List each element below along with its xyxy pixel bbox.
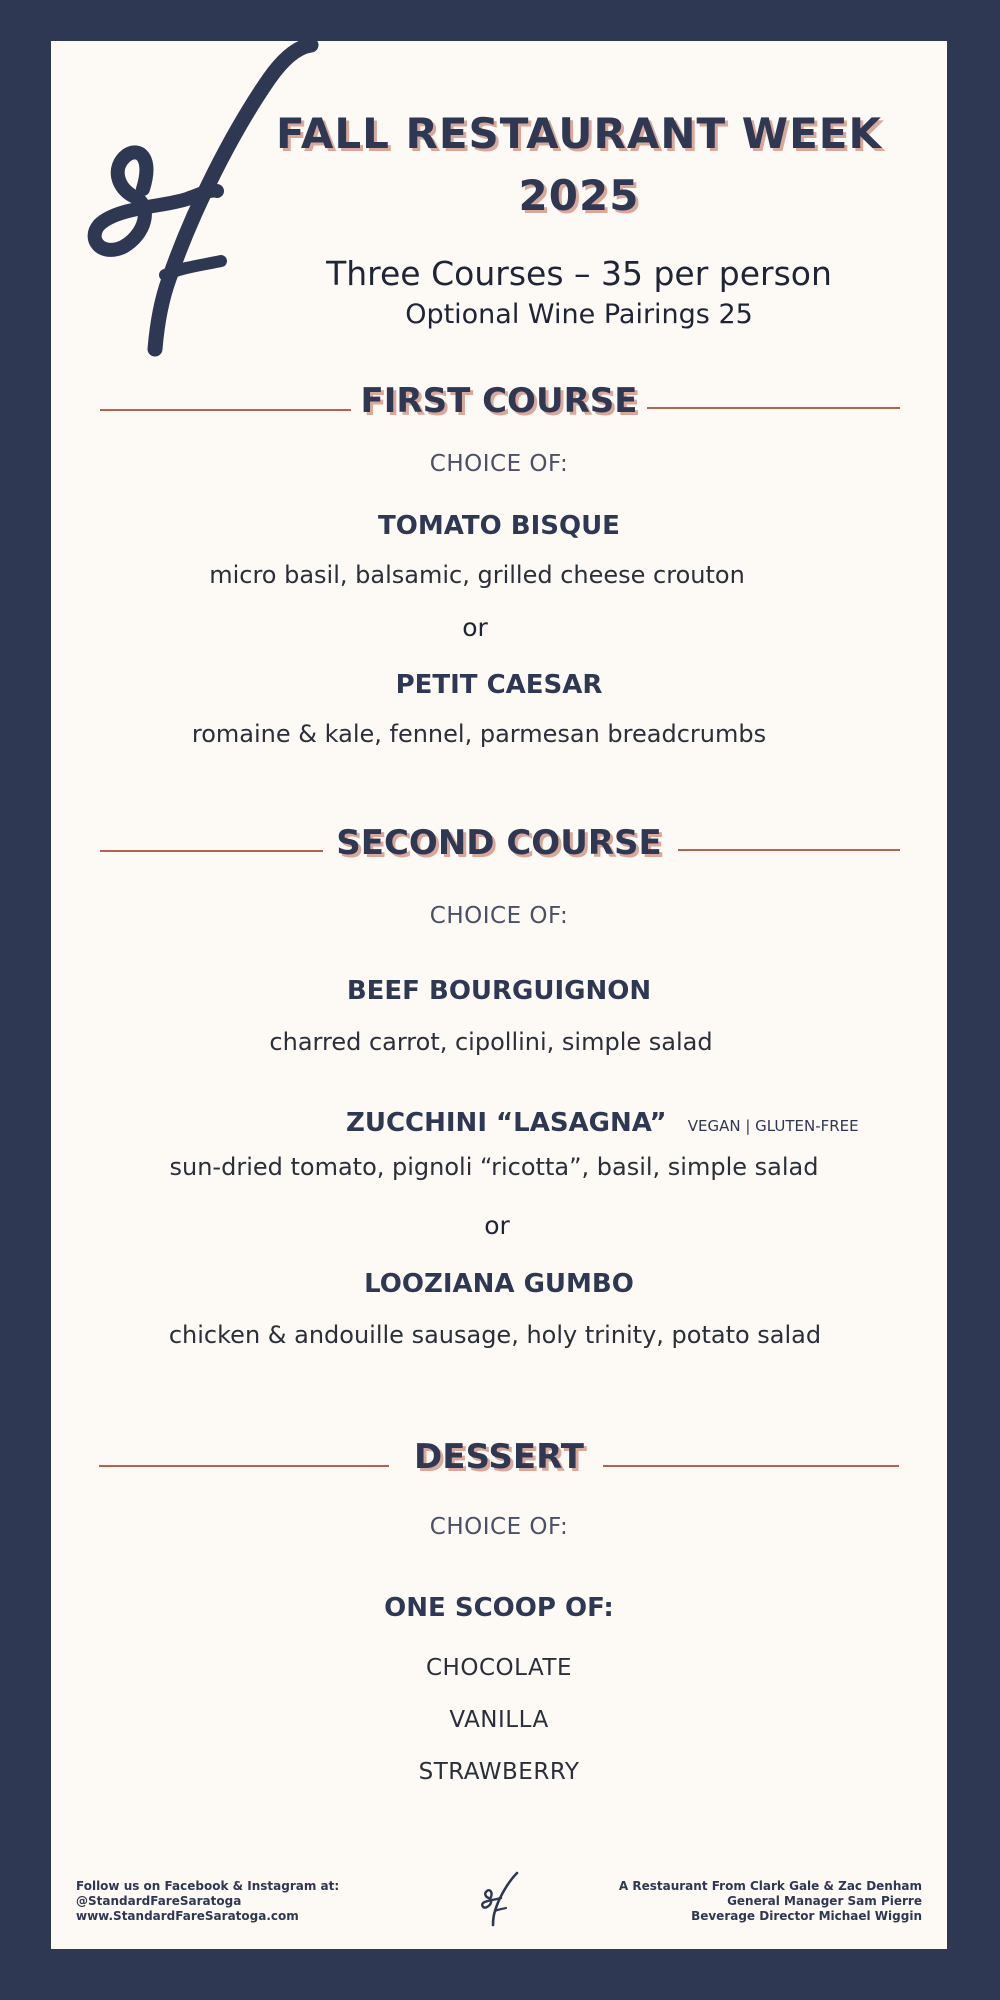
footer-line: www.StandardFareSaratoga.com xyxy=(76,1909,299,1923)
menu-card xyxy=(51,41,947,1949)
or-separator: or xyxy=(484,1211,510,1240)
footer-line: A Restaurant From Clark Gale & Zac Denham xyxy=(618,1879,922,1893)
section-heading-first-course: FIRST COURSE xyxy=(351,381,648,421)
footer-line: @StandardFareSaratoga xyxy=(76,1894,242,1908)
flavor-item: CHOCOLATE xyxy=(426,1655,572,1681)
dish-name: BEEF BOURGUIGNON xyxy=(346,976,652,1006)
footer-line: Beverage Director Michael Wiggin xyxy=(691,1909,922,1923)
footer-line: General Manager Sam Pierre xyxy=(727,1894,922,1908)
dish-name: ZUCCHINI “LASAGNA” xyxy=(346,1108,667,1138)
choice-label: CHOICE OF: xyxy=(429,451,569,477)
dish-name: TOMATO BISQUE xyxy=(378,511,620,541)
choice-label: CHOICE OF: xyxy=(429,1514,569,1540)
flavor-item: STRAWBERRY xyxy=(418,1759,580,1785)
dish-description: sun-dried tomato, pignoli “ricotta”, basil, simple salad xyxy=(169,1153,819,1181)
dish-description: charred carrot, cipollini, simple salad xyxy=(269,1028,713,1056)
dish-row-zucchini xyxy=(346,1108,859,1138)
dish-name: PETIT CAESAR xyxy=(395,670,603,700)
section-heading-dessert: DESSERT xyxy=(404,1437,594,1477)
title-line-2: 2025 xyxy=(518,171,640,220)
title-line-1: FALL RESTAURANT WEEK xyxy=(275,109,883,158)
flavor-item: VANILLA xyxy=(449,1707,549,1733)
footer-credits xyxy=(619,1879,922,1924)
footer-social xyxy=(76,1879,339,1924)
dish-description: micro basil, balsamic, grilled cheese crouton xyxy=(209,561,745,589)
wine-pairing-text: Optional Wine Pairings 25 xyxy=(405,299,753,330)
dietary-tag: VEGAN | GLUTEN-FREE xyxy=(687,1117,859,1135)
sf-monogram-small-icon xyxy=(481,1871,521,1927)
footer-line: Follow us on Facebook & Instagram at: xyxy=(76,1879,340,1893)
section-heading-second-course: SECOND COURSE xyxy=(326,823,671,863)
dish-description: romaine & kale, fennel, parmesan breadcrumbs xyxy=(191,720,767,748)
or-separator: or xyxy=(462,613,488,642)
choice-label: CHOICE OF: xyxy=(429,903,569,929)
price-text: Three Courses – 35 per person xyxy=(326,254,832,293)
dish-name: LOOZIANA GUMBO xyxy=(364,1269,634,1299)
page-title xyxy=(211,103,947,227)
dessert-subheading: ONE SCOOP OF: xyxy=(384,1593,614,1623)
dish-description: chicken & andouille sausage, holy trinity, potato salad xyxy=(168,1321,822,1349)
